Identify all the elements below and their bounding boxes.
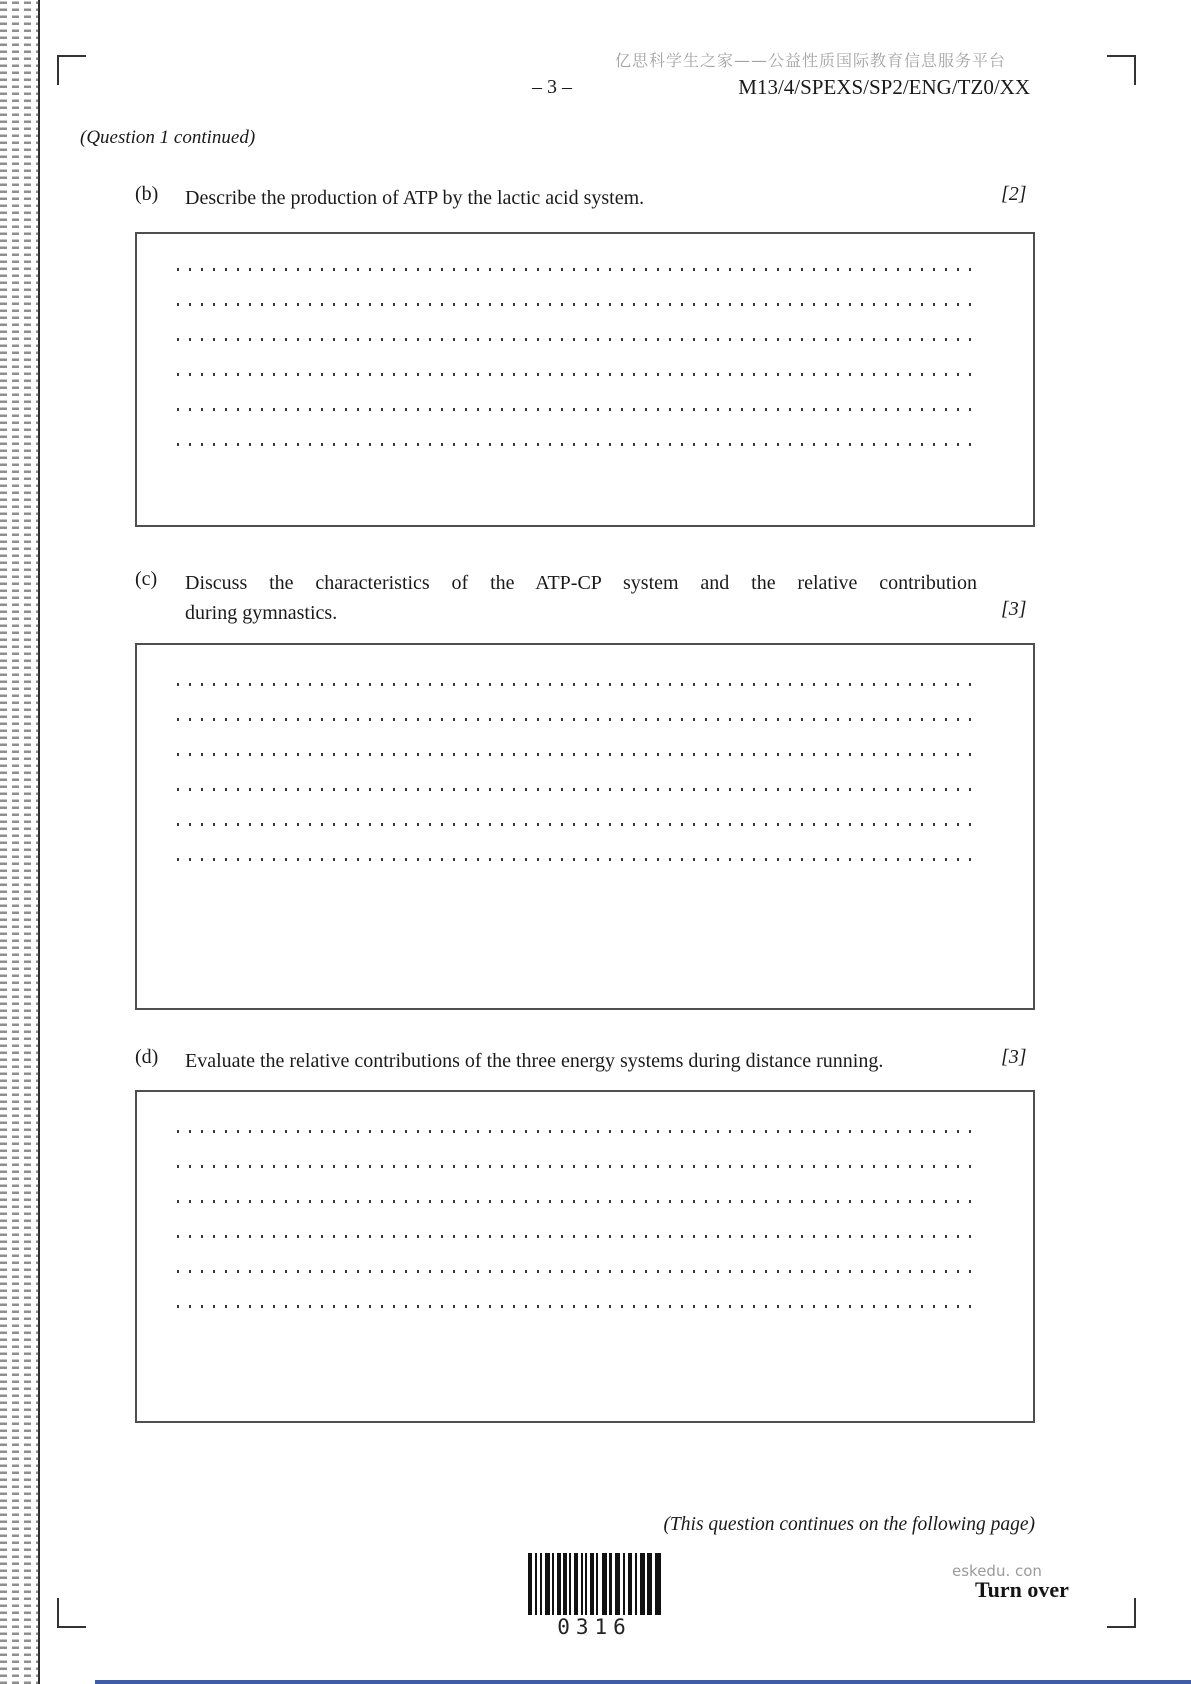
question-continued-note: (Question 1 continued): [80, 127, 256, 148]
dotted-answer-line: [177, 443, 976, 446]
dotted-answer-line: [177, 788, 976, 791]
binding-edge-texture: [0, 0, 40, 1684]
dotted-answer-line: [177, 1130, 976, 1133]
paper-code: M13/4/SPEXS/SP2/ENG/TZ0/XX: [738, 75, 1030, 99]
barcode: [528, 1553, 661, 1615]
dotted-answer-line: [177, 1165, 976, 1168]
dotted-answer-line: [177, 1270, 976, 1273]
question-b-label: (b): [135, 183, 159, 205]
crop-mark-bottom-left: [57, 1598, 86, 1628]
answer-box-b: [135, 232, 1035, 527]
question-c-marks: [3]: [1001, 598, 1027, 620]
answer-lines-b: [137, 234, 1033, 446]
dotted-answer-line: [177, 753, 976, 756]
page-number: – 3 –: [532, 76, 572, 98]
chinese-watermark: 亿思科学生之家——公益性质国际教育信息服务平台: [615, 51, 1007, 70]
dotted-answer-line: [177, 373, 976, 376]
question-d-text: Evaluate the relative contributions of the three energy systems during distance running.: [185, 1050, 884, 1072]
question-c-line1: Discuss the characteristics of the ATP-CP system and the relative contribution: [185, 572, 977, 594]
dotted-answer-line: [177, 683, 976, 686]
dotted-answer-line: [177, 858, 976, 861]
barcode-digits: 0316: [557, 1615, 632, 1639]
question-d-marks: [3]: [1001, 1046, 1027, 1068]
site-watermark: eskedu. con: [952, 1562, 1042, 1580]
crop-mark-top-left: [57, 55, 86, 85]
dotted-answer-line: [177, 1200, 976, 1203]
bottom-blue-bar: [95, 1680, 1191, 1684]
answer-box-c: [135, 643, 1035, 1010]
answer-lines-d: [137, 1092, 1033, 1308]
dotted-answer-line: [177, 303, 976, 306]
dotted-answer-line: [177, 1235, 976, 1238]
answer-lines-c: [137, 645, 1033, 861]
question-continues-note: (This question continues on the following page): [663, 1514, 1035, 1535]
crop-mark-top-right: [1107, 55, 1136, 85]
question-b-marks: [2]: [1001, 183, 1027, 205]
dotted-answer-line: [177, 408, 976, 411]
dotted-answer-line: [177, 268, 976, 271]
question-c-line2: during gymnastics.: [185, 602, 338, 624]
question-c-text: [185, 568, 977, 628]
question-c-label: (c): [135, 568, 158, 590]
crop-mark-bottom-right: [1107, 1598, 1136, 1628]
turn-over-label: Turn over: [975, 1577, 1069, 1602]
dotted-answer-line: [177, 338, 976, 341]
question-b-text: Describe the production of ATP by the lactic acid system.: [185, 187, 645, 209]
dotted-answer-line: [177, 718, 976, 721]
dotted-answer-line: [177, 1305, 976, 1308]
question-d-label: (d): [135, 1046, 159, 1068]
dotted-answer-line: [177, 823, 976, 826]
answer-box-d: [135, 1090, 1035, 1423]
